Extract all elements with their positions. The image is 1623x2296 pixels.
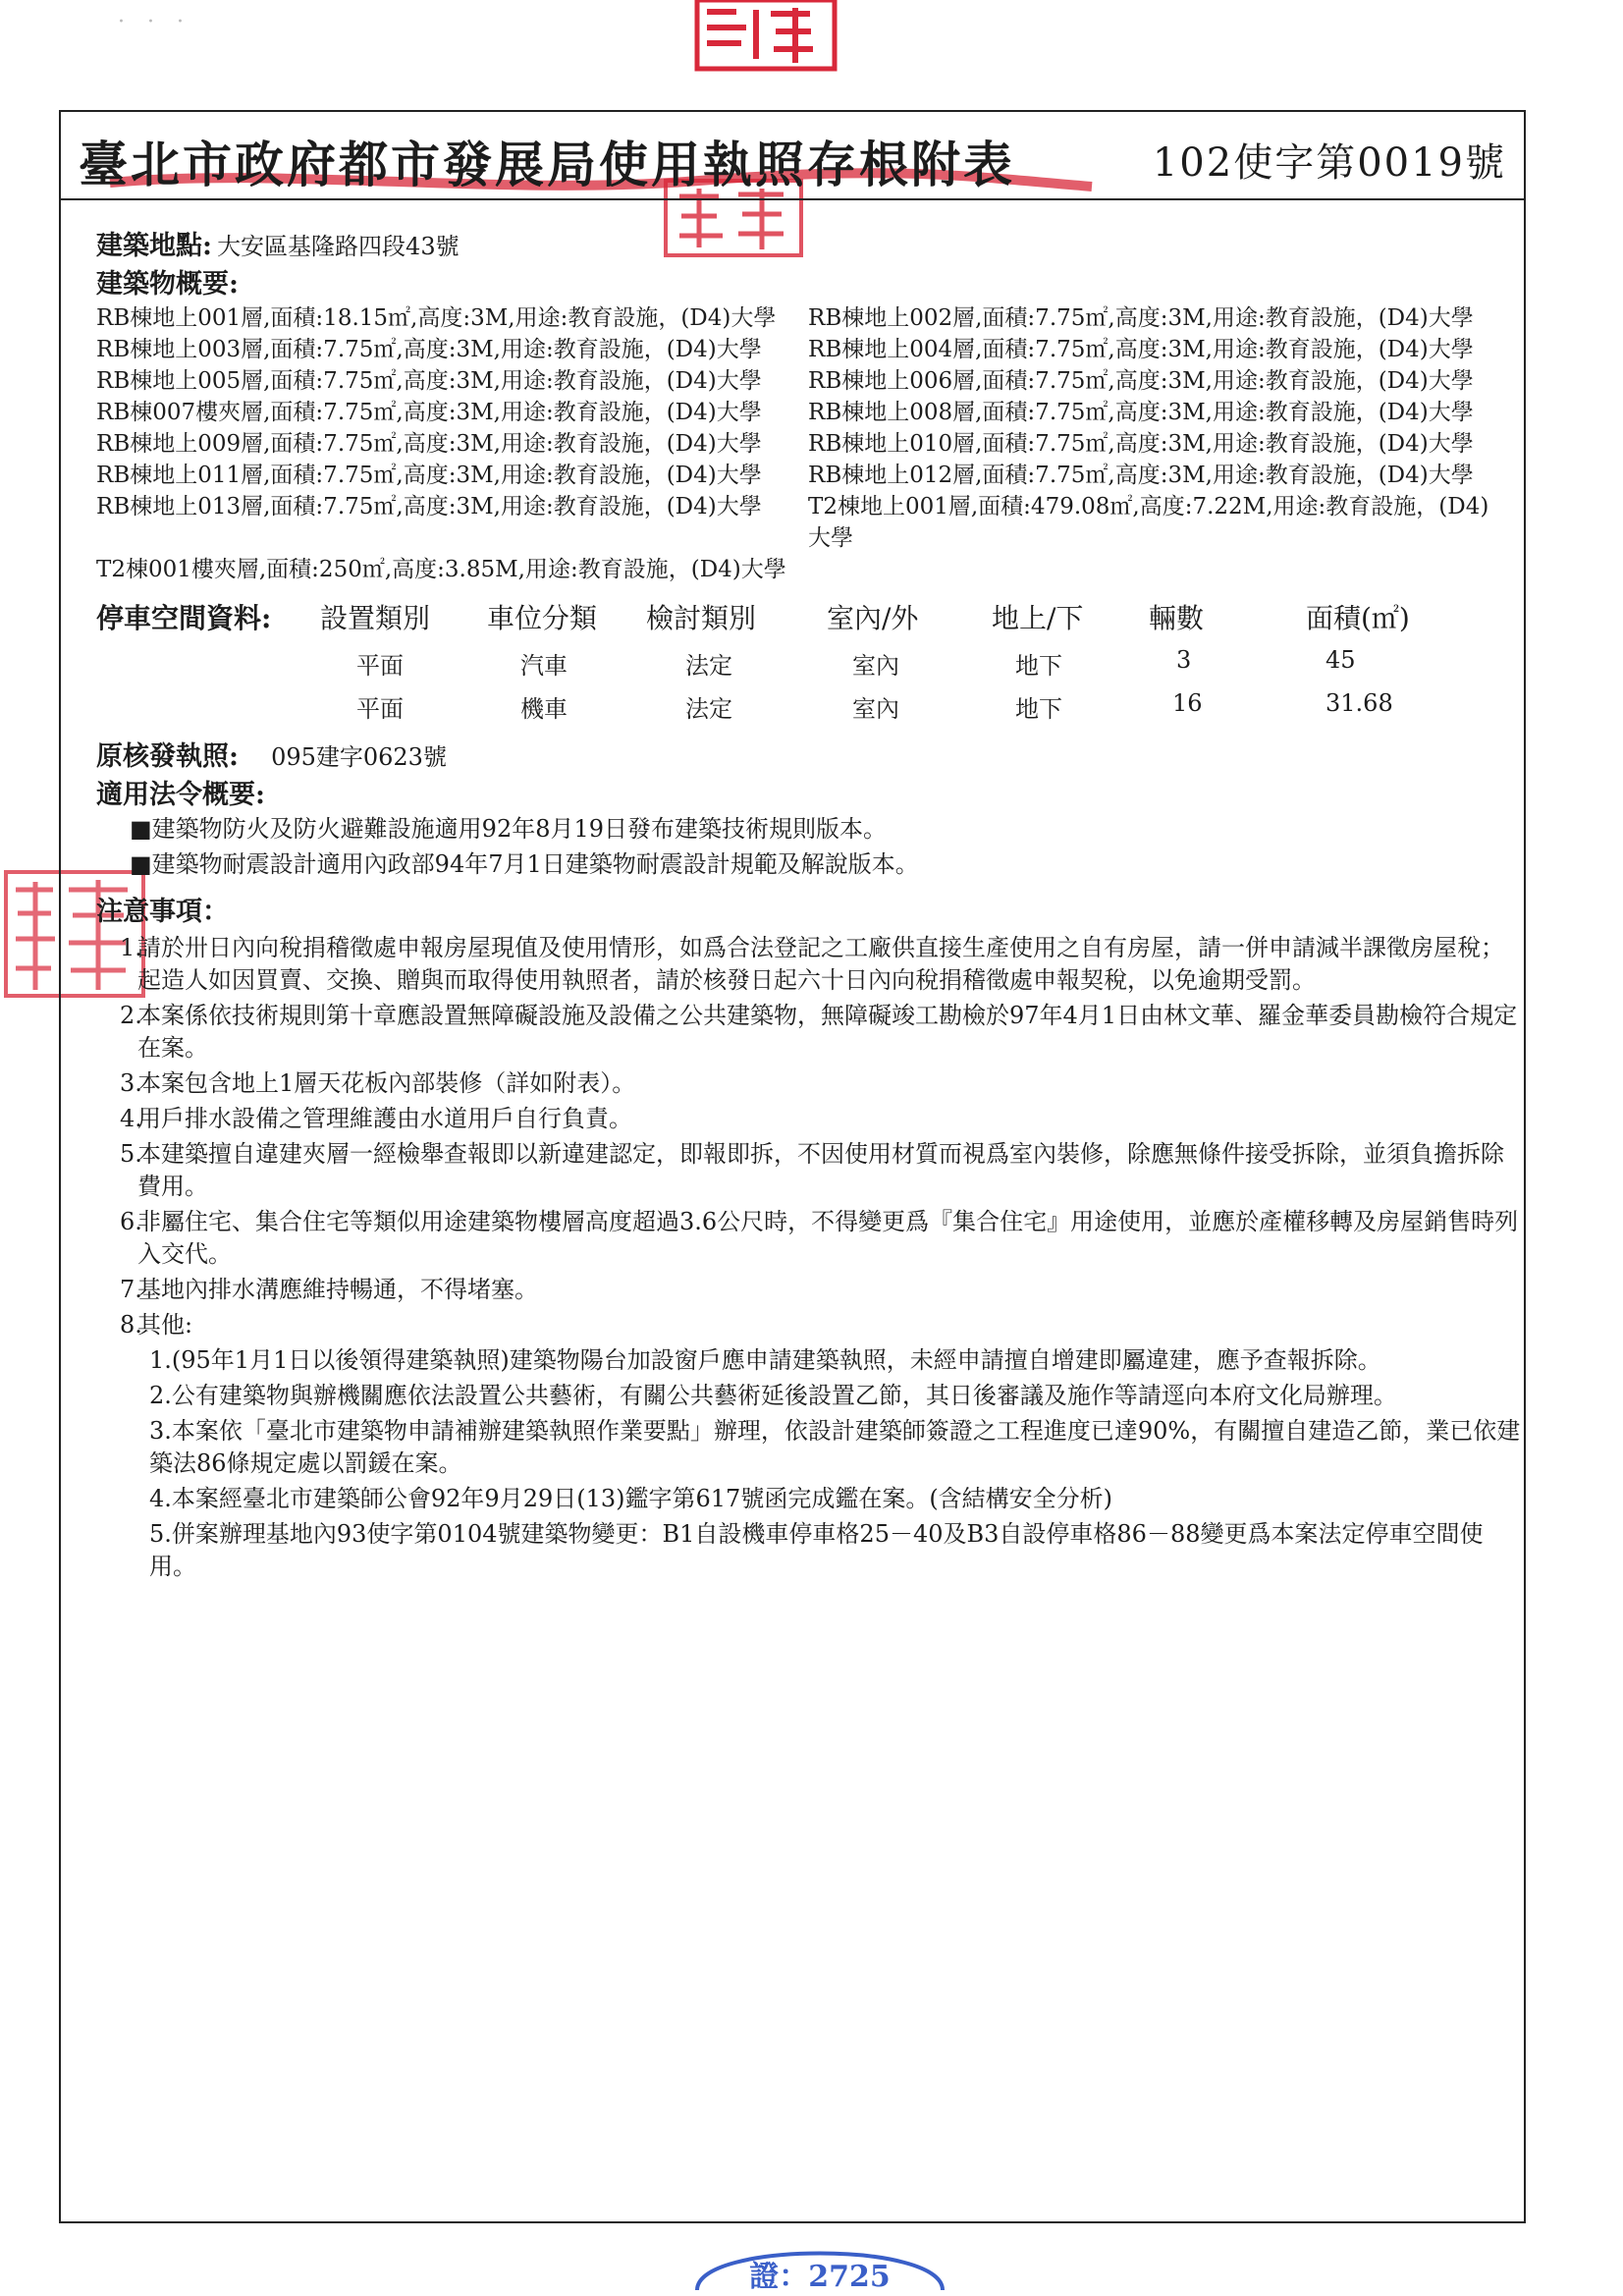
note-item [96, 1138, 1522, 1203]
red-seal-stamp-top [677, 0, 839, 79]
floor-entry: RB棟地上012層,面積:7.75㎡,高度:3M,用途:教育設施，(D4)大學 [808, 463, 1474, 488]
original-license-value: 095建字0623號 [271, 743, 447, 771]
overview-label: 建築物概要: [96, 269, 239, 300]
floor-entry: RB棟地上010層,面積:7.75㎡,高度:3M,用途:教育設施，(D4)大學 [808, 431, 1474, 457]
document-body [96, 224, 1522, 1586]
floor-entry: RB棟地上013層,面積:7.75㎡,高度:3M,用途:教育設施，(D4)大學 [96, 494, 762, 519]
note-item [96, 1103, 1522, 1135]
floor-entry: RB棟地上005層,面積:7.75㎡,高度:3M,用途:教育設施，(D4)大學 [96, 368, 762, 394]
other-note-item: 1.(95年1月1日以後領得建築執照)建築物陽台加設窗戶應申請建築執照，未經申請擅自增建即屬違建，應予查報拆除。 [149, 1346, 1381, 1374]
document-title: 臺北市政府都市發展局使用執照存根附表 [79, 136, 1015, 193]
note-number: 7. [120, 1276, 142, 1303]
floor-entry: RB棟地上001層,面積:18.15㎡,高度:3M,用途:教育設施，(D4)大學 [96, 305, 777, 331]
note-item [96, 1206, 1522, 1271]
parking-cell: 法定 [685, 652, 732, 680]
note-text: 非屬住宅、集合住宅等類似用途建築物樓層高度超過3.6公尺時，不得變更爲『集合住宅』用途使用，並應於產權移轉及房屋銷售時列入交代。 [137, 1208, 1519, 1268]
blue-stamp-text: 證：2725 [749, 2260, 891, 2294]
floor-list [96, 302, 1522, 585]
parking-col-header: 輛數 [1149, 602, 1205, 634]
note-text: 請於卅日內向稅捐稽徵處申報房屋現值及使用情形，如爲合法登記之工廠供直接生產使用之自有房屋，請一併申請減半課徵房屋稅；起造人如因買賣、交換、贈與而取得使用執照者，請於核發日起六十日內向稅捐稽徵處申報契稅，以免逾期受罰。 [137, 934, 1504, 994]
parking-cell: 汽車 [520, 652, 568, 680]
other-note-item: 2.公有建築物與辦機關應依法設置公共藝術，有關公共藝術延後設置乙節，其日後審議及施作等請逕向本府文化局辦理。 [149, 1382, 1397, 1409]
other-note-item: 3.本案依「臺北市建築物申請補辦建築執照作業要點」辦理，依設計建築師簽證之工程進度已達90%，有關擅自建造乙節，業已依建築法86條規定處以罰鍰在案。 [149, 1417, 1521, 1477]
floor-entry: RB棟地上003層,面積:7.75㎡,高度:3M,用途:教育設施，(D4)大學 [96, 337, 762, 362]
note-text: 本建築擅自違建夾層一經檢舉查報即以新違建認定，即報即拆，不因使用材質而視爲室內裝修，除應無條件接受拆除，並須負擔拆除費用。 [137, 1140, 1504, 1200]
parking-cell: 地下 [1015, 695, 1062, 723]
law-item: ■建築物防火及防火避難設施適用92年8月19日發布建築技術規則版本。 [130, 815, 888, 843]
laws-list [96, 811, 1522, 882]
original-license-label: 原核發執照: [96, 741, 239, 772]
site-label: 建築地點: [96, 231, 212, 261]
title-bar [59, 110, 1526, 200]
note-text: 本案包含地上1層天花板內部裝修（詳如附表）。 [137, 1069, 636, 1097]
parking-header-row [96, 597, 1522, 640]
floor-entry: T2棟地上001層,面積:479.08㎡,高度:7.22M,用途:教育設施，(D4)大學 [808, 494, 1489, 551]
note-text: 用戶排水設備之管理維護由水道用戶自行負責。 [137, 1105, 632, 1132]
permit-number: 102使字第0019號 [1152, 140, 1506, 186]
scan-artifact: · · · [118, 10, 191, 34]
floor-entry: RB棟地上008層,面積:7.75㎡,高度:3M,用途:教育設施，(D4)大學 [808, 400, 1474, 425]
parking-cell: 16 [1172, 689, 1203, 717]
other-note-item: 5.併案辦理基地內93使字第0104號建築物變更：B1自設機車停車格25－40及B3自設停車格86－88變更爲本案法定停車空間使用。 [149, 1520, 1484, 1580]
note-number: 1. [120, 934, 142, 961]
note-item [96, 1000, 1522, 1065]
parking-col-header: 設置類別 [320, 602, 431, 634]
floor-entry: RB棟地上006層,面積:7.75㎡,高度:3M,用途:教育設施，(D4)大學 [808, 368, 1474, 394]
floor-entry: RB棟地上009層,面積:7.75㎡,高度:3M,用途:教育設施，(D4)大學 [96, 431, 762, 457]
note-number: 3. [120, 1069, 142, 1097]
floor-entry: T2棟001樓夾層,面積:250㎡,高度:3.85M,用途:教育設施，(D4)大學 [96, 557, 786, 582]
parking-col-header: 室內/外 [827, 602, 919, 634]
original-license-section [96, 735, 1522, 773]
note-text: 基地內排水溝應維持暢通，不得堵塞。 [137, 1276, 538, 1303]
parking-cell: 法定 [685, 695, 732, 723]
note-number: 6. [120, 1208, 142, 1235]
site-section [96, 224, 1522, 262]
other-note-item: 4.本案經臺北市建築師公會92年9月29日(13)鑑字第617號函完成鑑在案。(含結構安全分析) [149, 1485, 1113, 1512]
floor-entry: RB棟地上011層,面積:7.75㎡,高度:3M,用途:教育設施，(D4)大學 [96, 463, 762, 488]
parking-cell: 平面 [356, 695, 404, 723]
floor-entry: RB棟地上004層,面積:7.75㎡,高度:3M,用途:教育設施，(D4)大學 [808, 337, 1474, 362]
note-item [96, 1067, 1522, 1100]
note-text: 其他: [137, 1311, 193, 1339]
parking-col-header: 檢討類別 [646, 602, 757, 634]
parking-cell: 機車 [520, 695, 568, 723]
note-text: 本案係依技術規則第十章應設置無障礙設施及設備之公共建築物，無障礙竣工勘檢於97年4月1日由林文華、羅金華委員勘檢符合規定在案。 [137, 1002, 1518, 1062]
note-number: 5. [120, 1140, 142, 1168]
notes-label: 注意事項： [96, 897, 229, 927]
parking-cell: 地下 [1015, 652, 1062, 680]
note-number: 2. [120, 1002, 142, 1029]
note-number: 4. [120, 1105, 142, 1132]
parking-cell: 室內 [852, 652, 899, 680]
blue-seal-stamp [687, 2231, 952, 2296]
parking-cell: 45 [1325, 646, 1356, 674]
laws-label: 適用法令概要: [96, 780, 265, 810]
parking-section [96, 597, 1522, 727]
parking-label: 停車空間資料: [96, 602, 272, 634]
parking-cell: 室內 [852, 695, 899, 723]
parking-col-header: 面積(㎡) [1306, 602, 1410, 634]
other-notes-list [96, 1344, 1522, 1583]
note-item [96, 932, 1522, 997]
parking-cell: 31.68 [1325, 689, 1393, 717]
parking-cell: 平面 [356, 652, 404, 680]
site-address: 大安區基隆路四段43號 [217, 233, 460, 260]
floor-entry: RB棟007樓夾層,面積:7.75㎡,高度:3M,用途:教育設施，(D4)大學 [96, 400, 762, 425]
note-item [96, 1274, 1522, 1306]
floor-entry: RB棟地上002層,面積:7.75㎡,高度:3M,用途:教育設施，(D4)大學 [808, 305, 1474, 331]
parking-row [96, 640, 1522, 683]
parking-row [96, 683, 1522, 727]
note-item [96, 1309, 1522, 1341]
note-number: 8. [120, 1311, 142, 1339]
notes-list [96, 932, 1522, 1341]
parking-col-header: 地上/下 [992, 602, 1084, 634]
law-item: ■建築物耐震設計適用內政部94年7月1日建築物耐震設計規範及解說版本。 [130, 850, 919, 878]
parking-cell: 3 [1176, 646, 1192, 674]
parking-col-header: 車位分類 [487, 602, 598, 634]
